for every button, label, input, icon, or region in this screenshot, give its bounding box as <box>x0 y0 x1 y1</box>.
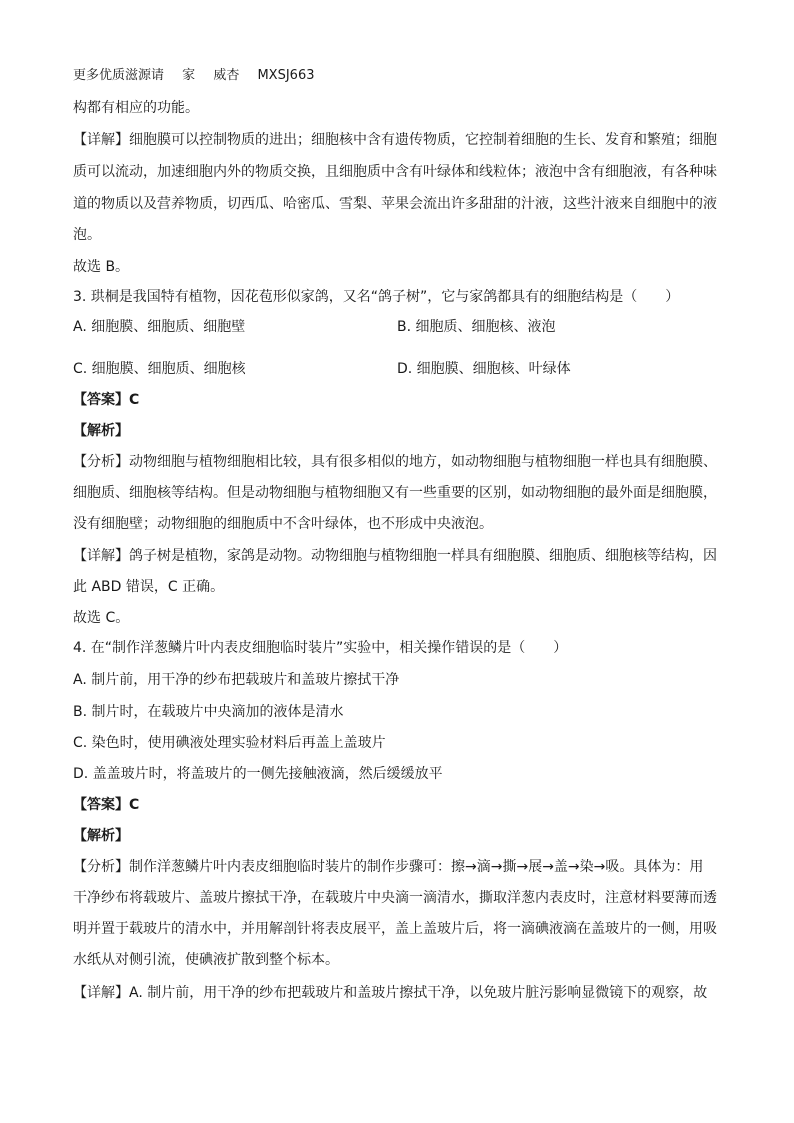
q2-conclusion: 故选 B。 <box>73 259 130 275</box>
q4-answer: 【答案】C <box>73 797 140 813</box>
q3-option-b: B. 细胞质、细胞核、液泡 <box>397 319 556 335</box>
q4-option-b: B. 制片时，在载玻片中央滴加的液体是清水 <box>73 704 344 720</box>
q2-detail-line: 泡。 <box>73 227 101 243</box>
q4-option-a: A. 制片前，用干净的纱布把载玻片和盖玻片擦拭干净 <box>73 672 400 688</box>
q3-option-a: A. 细胞膜、细胞质、细胞壁 <box>73 319 246 335</box>
q4-jiexi-label: 【解析】 <box>73 828 129 844</box>
header-text-1: 更多优质滋源请 <box>73 68 165 83</box>
q4-analysis-line: 干净纱布将载玻片、盖玻片擦拭干净，在载玻片中央滴一滴清水，撕取洋葱内表皮时，注意材料要薄而透 <box>73 890 717 906</box>
q2-detail-line: 【详解】细胞膜可以控制物质的进出；细胞核中含有遗传物质，它控制着细胞的生长、发育和繁殖；细胞 <box>73 132 717 148</box>
q3-option-c: C. 细胞膜、细胞质、细胞核 <box>73 361 246 377</box>
q2-tail: 构都有相应的功能。 <box>73 100 199 116</box>
page-header <box>73 66 723 86</box>
q4-stem: 4. 在“制作洋葱鳞片叶内表皮细胞临时装片”实验中，相关操作错误的是（ ） <box>73 640 568 656</box>
q3-detail-line: 此 ABD 错误，C 正确。 <box>73 579 225 595</box>
q3-detail-line: 【详解】鸽子树是植物，家鸽是动物。动物细胞与植物细胞一样具有细胞膜、细胞质、细胞核等结构，因 <box>73 548 717 564</box>
q3-answer: 【答案】C <box>73 392 140 408</box>
q4-option-c: C. 染色时，使用碘液处理实验材料后再盖上盖玻片 <box>73 735 386 751</box>
q4-option-d: D. 盖盖玻片时，将盖玻片的一侧先接触液滴，然后缓缓放平 <box>73 766 443 782</box>
q2-detail-line: 道的物质以及营养物质，切西瓜、哈密瓜、雪梨、苹果会流出许多甜甜的汁液，这些汁液来自细胞中的液 <box>73 196 717 212</box>
q3-option-d: D. 细胞膜、细胞核、叶绿体 <box>397 361 571 377</box>
q3-conclusion: 故选 C。 <box>73 610 130 626</box>
q3-analysis-line: 细胞质、细胞核等结构。但是动物细胞与植物细胞又有一些重要的区别，如动物细胞的最外面是细胞膜， <box>73 485 717 501</box>
header-text-3: 威杏 <box>213 68 240 83</box>
q3-analysis-line: 【分析】动物细胞与植物细胞相比较，具有很多相似的地方，如动物细胞与植物细胞一样也具有细胞膜、 <box>73 454 717 470</box>
q3-stem: 3. 珙桐是我国特有植物，因花苞形似家鸽，又名“鸽子树”，它与家鸽都具有的细胞结构是（ ） <box>73 289 680 305</box>
q4-detail-line: 【详解】A. 制片前，用干净的纱布把载玻片和盖玻片擦拭干净，以免玻片脏污影响显微镜下的观察，故 <box>73 985 708 1001</box>
q4-analysis-line: 明并置于载玻片的清水中，并用解剖针将表皮展平，盖上盖玻片后，将一滴碘液滴在盖玻片的一侧，用吸 <box>73 921 717 937</box>
q3-jiexi-label: 【解析】 <box>73 423 129 439</box>
q2-detail-line: 质可以流动，加速细胞内外的物质交换，且细胞质中含有叶绿体和线粒体；液泡中含有细胞液，有各种味 <box>73 164 717 180</box>
q3-analysis-line: 没有细胞壁；动物细胞的细胞质中不含叶绿体，也不形成中央液泡。 <box>73 516 493 532</box>
header-text-2: 家 <box>182 68 196 83</box>
header-code: MXSJ663 <box>257 68 315 83</box>
q4-analysis-line: 【分析】制作洋葱鳞片叶内表皮细胞临时装片的制作步骤可：擦→滴→撕→展→盖→染→吸。具体为：用 <box>73 859 704 875</box>
q4-analysis-line: 水纸从对侧引流，使碘液扩散到整个标本。 <box>73 952 339 968</box>
